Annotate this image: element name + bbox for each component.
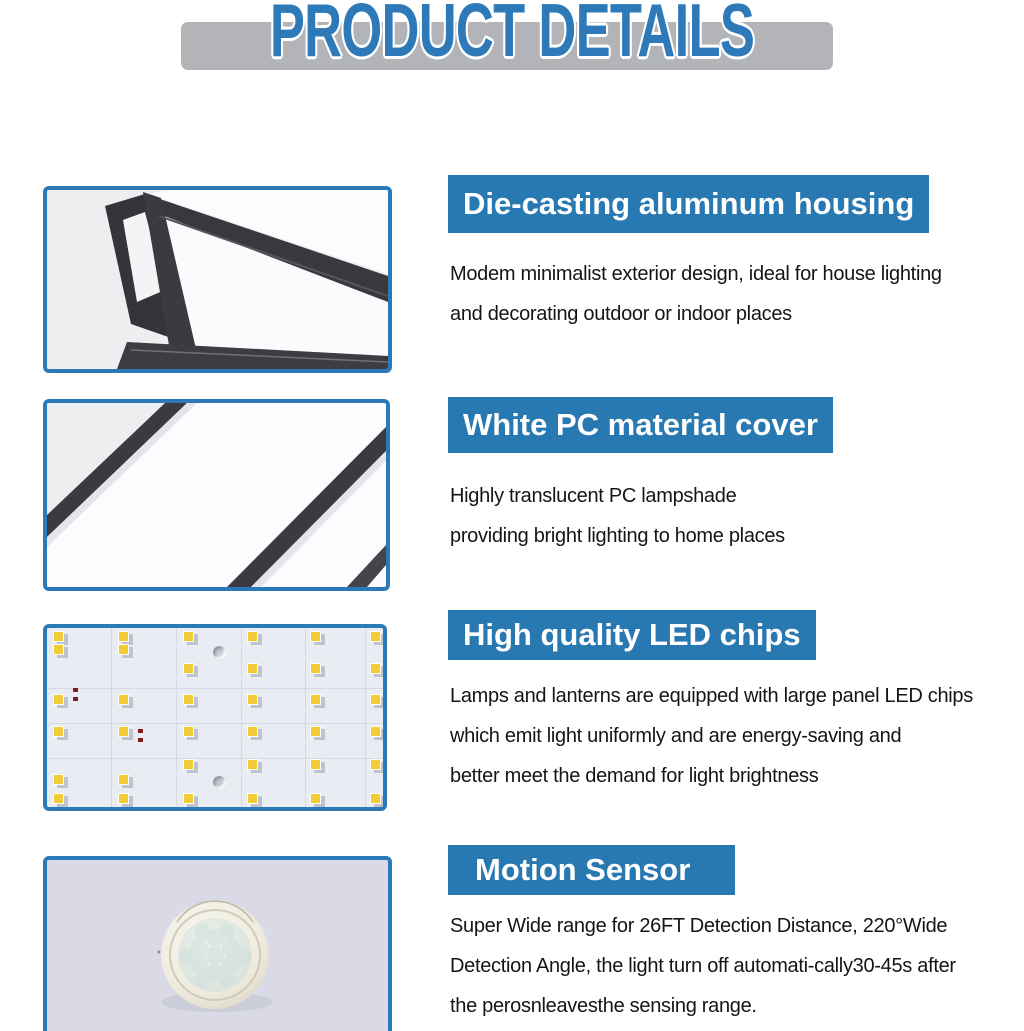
led-chip (53, 726, 64, 737)
led-chip (183, 759, 194, 770)
led-chip (53, 694, 64, 705)
section-heading-cover: White PC material cover (448, 397, 833, 453)
led-chip (310, 663, 321, 674)
resistor (138, 729, 143, 733)
body-line: Detection Angle, the light turn off automati-cally30-45s after (450, 955, 956, 977)
led-chip (247, 663, 258, 674)
led-chip (370, 759, 381, 770)
led-chip (370, 793, 381, 804)
screw-hole (213, 776, 226, 789)
led-chip (370, 663, 381, 674)
body-line: Lamps and lanterns are equipped with large panel LED chips (450, 685, 973, 707)
led-chip (118, 793, 129, 804)
page-title: PRODUCT DETAILS (269, 0, 755, 72)
lamp-corner-illustration (47, 190, 388, 369)
pcb-gridline (47, 723, 383, 724)
aluminum-housing-photo (43, 186, 392, 373)
led-chip (247, 694, 258, 705)
led-chip (53, 793, 64, 804)
led-chip (118, 694, 129, 705)
led-chip (310, 793, 321, 804)
body-line: which emit light uniformly and are energy-saving and (450, 725, 902, 747)
pcb-gridline (111, 628, 112, 807)
screw-hole (213, 646, 226, 659)
section-body-cover (450, 476, 785, 556)
section-heading-led: High quality LED chips (448, 610, 816, 660)
led-chip (183, 694, 194, 705)
led-chip (118, 644, 129, 655)
led-panel-photo (43, 624, 387, 811)
led-chip (310, 759, 321, 770)
pcb-gridline (47, 758, 383, 759)
resistor (73, 697, 78, 701)
pcb-gridline (305, 628, 306, 807)
led-chip (247, 726, 258, 737)
led-chip (53, 631, 64, 642)
led-chip (370, 726, 381, 737)
body-line: better meet the demand for light brightness (450, 765, 819, 787)
section-body-sensor (450, 906, 956, 1026)
pc-cover-illustration (47, 403, 386, 587)
pcb-gridline (176, 628, 177, 807)
led-chip (247, 631, 258, 642)
section-body-led (450, 676, 973, 796)
led-chip (183, 726, 194, 737)
pcb-gridline (47, 688, 383, 689)
body-line: Super Wide range for 26FT Detection Distance, 220°Wide (450, 915, 948, 937)
led-chip (118, 631, 129, 642)
body-line: the perosnleavesthe sensing range. (450, 995, 757, 1017)
led-chip (118, 726, 129, 737)
led-chip (247, 793, 258, 804)
pcb-gridline (365, 628, 366, 807)
body-line: providing bright lighting to home places (450, 525, 785, 547)
led-chip (310, 694, 321, 705)
led-chip (370, 631, 381, 642)
sensor-dome-illustration (47, 860, 388, 1031)
led-chip (183, 631, 194, 642)
body-line: Modem minimalist exterior design, ideal for house lighting (450, 263, 942, 285)
led-chip (310, 726, 321, 737)
led-board (47, 628, 383, 807)
section-heading-sensor: Motion Sensor (448, 845, 735, 895)
led-chip (370, 694, 381, 705)
led-chip (247, 759, 258, 770)
led-chip (183, 663, 194, 674)
section-body-housing (450, 254, 942, 334)
resistor (138, 738, 143, 742)
section-heading-housing: Die-casting aluminum housing (448, 175, 929, 233)
led-chip (118, 774, 129, 785)
body-line: and decorating outdoor or indoor places (450, 303, 792, 325)
pc-cover-photo (43, 399, 390, 591)
pcb-gridline (241, 628, 242, 807)
led-chip (53, 774, 64, 785)
led-chip (53, 644, 64, 655)
motion-sensor-photo (43, 856, 392, 1031)
led-chip (183, 793, 194, 804)
led-chip (310, 631, 321, 642)
body-line: Highly translucent PC lampshade (450, 485, 737, 507)
resistor (73, 688, 78, 692)
